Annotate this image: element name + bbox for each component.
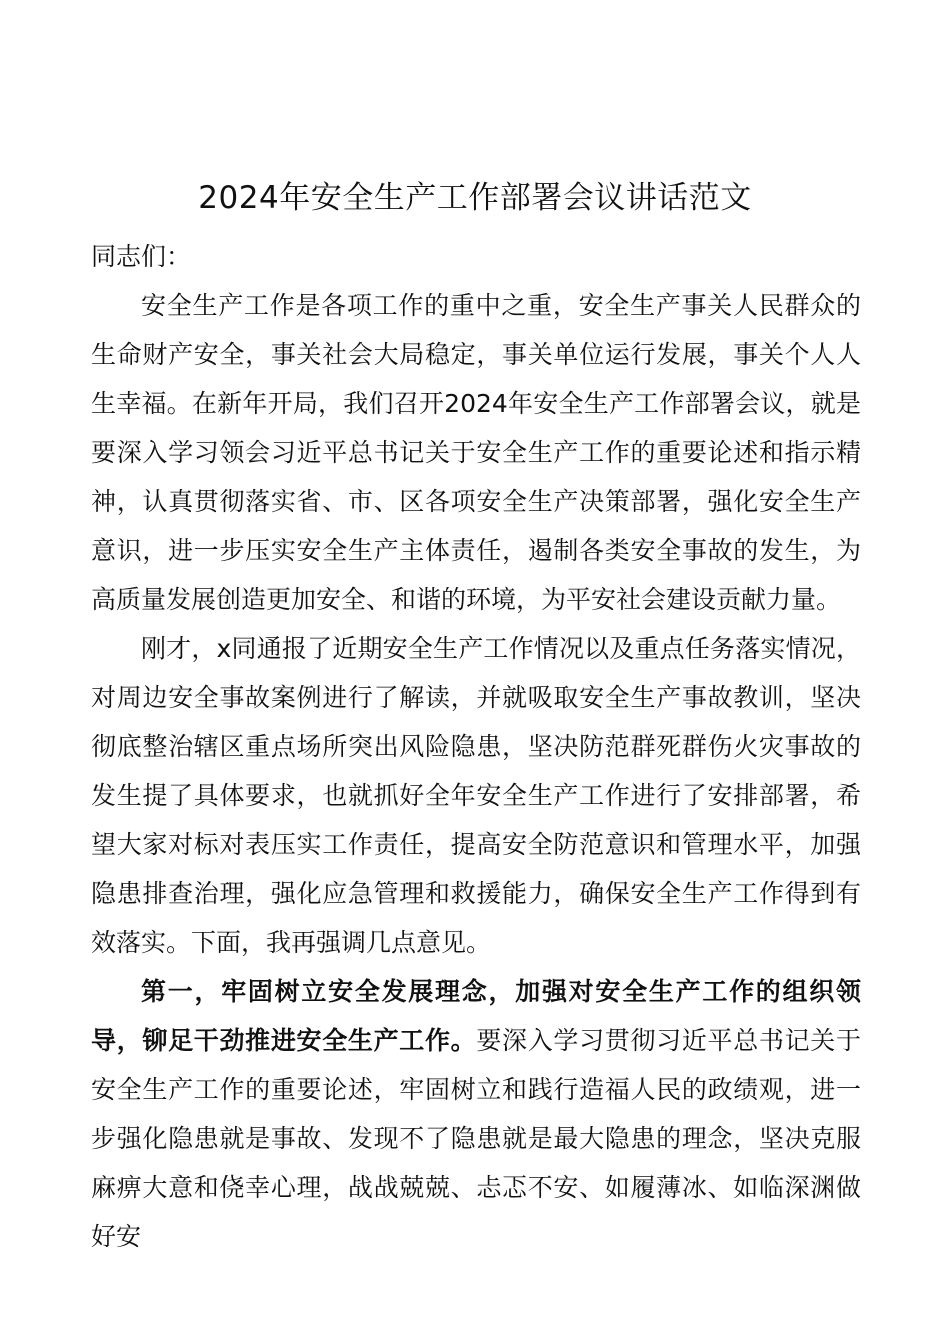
document-body bbox=[91, 232, 861, 1261]
document-title: 2024年安全生产工作部署会议讲话范文 bbox=[198, 180, 752, 216]
paragraph-1: 安全生产工作是各项工作的重中之重，安全生产事关人民群众的生命财产安全，事关社会大局稳定，事关单位运行发展，事关个人人生幸福。在新年开局，我们召开2024年安全生产工作部署会议，就是要深入学习领会习近平总书记关于安全生产工作的重要论述和指示精神，认真贯彻落实省、市、区各项安全生产决策部署，强化安全生产意识，进一步压实安全生产主体责任，遏制各类安全事故的发生，为高质量发展创造更加安全、和谐的环境，为平安社会建设贡献力量。 bbox=[91, 291, 861, 614]
paragraph-3-heading: 第一，牢固树立安全发展理念，加强对安全生产工作的组织领导，铆足干劲推进安全生产工作。 bbox=[91, 977, 861, 1055]
greeting: 同志们： bbox=[91, 242, 192, 271]
paragraph-3-text: 要深入学习贯彻习近平总书记关于安全生产工作的重要论述，牢固树立和践行造福人民的政绩观，进一步强化隐患就是事故、发现不了隐患就是最大隐患的理念，坚决克服麻痹大意和侥幸心理，战战兢兢、忐忑不安、如履薄冰、如临深渊做好安 bbox=[91, 1026, 861, 1251]
paragraph-3 bbox=[91, 967, 861, 1261]
paragraph-2: 刚才，x同通报了近期安全生产工作情况以及重点任务落实情况，对周边安全事故案例进行了解读，并就吸取安全生产事故教训，坚决彻底整治辖区重点场所突出风险隐患，坚决防范群死群伤火灾事故的发生提了具体要求，也就抓好全年安全生产工作进行了安排部署，希望大家对标对表压实工作责任，提高安全防范意识和管理水平，加强隐患排查治理，强化应急管理和救援能力，确保安全生产工作得到有效落实。下面，我再强调几点意见。 bbox=[91, 634, 861, 957]
